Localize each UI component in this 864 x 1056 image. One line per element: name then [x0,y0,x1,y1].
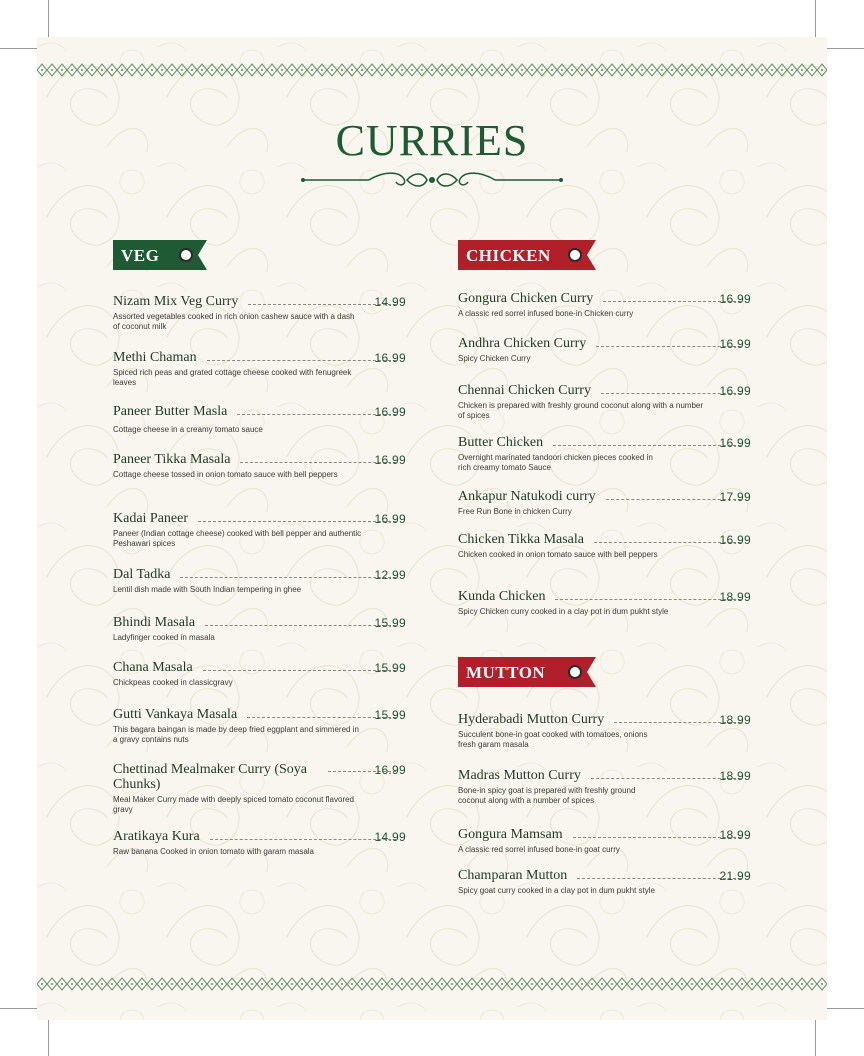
item-name: Chicken Tikka Masala [458,532,584,547]
item-name: Aratikaya Kura [113,829,200,844]
item-name: Gongura Mamsam [458,827,563,842]
item-name: Butter Chicken [458,435,544,450]
leader-dots [210,838,396,840]
item-price: 16.99 [719,384,751,398]
item-name: Paneer Tikka Masala [113,452,231,467]
item-description: Cottage cheese in a creamy tomato sauce [113,425,263,434]
item-price: 15.99 [374,616,406,630]
item-name: Nizam Mix Veg Curry [113,294,239,309]
item-price: 18.99 [719,590,751,604]
item-description: Spiced rich peas and grated cottage cheese cooked with fenugreek leaves [113,368,352,387]
item-description: Lentil dish made with South Indian tempering in ghee [113,585,302,594]
item-price: 18.99 [719,828,751,842]
page-title: CURRIES [335,116,529,165]
menu-item [113,452,406,480]
item-description: Spicy goat curry cooked in a clay pot in dum pukht style [458,886,655,895]
item-price: 17.99 [719,490,751,504]
item-name: Chana Masala [113,660,193,675]
item-description: Spicy Chicken curry cooked in a clay pot in dum pukht style [458,607,669,616]
item-name: Methi Chaman [113,350,197,365]
item-description: Overnight marinated tandoori chicken pieces cooked in rich creamy tomato Sauce [458,453,653,472]
leader-dots [573,836,741,838]
menu-item [113,404,406,435]
mutton-section-banner [458,657,596,687]
menu-item [113,762,406,815]
crop-mark [827,1008,864,1009]
leader-dots [207,359,396,361]
leader-dots [198,520,396,522]
leader-dots [205,624,396,626]
item-description: A classic red sorrel infused bone-in Chicken curry [458,309,634,318]
crop-mark [0,1008,37,1009]
menu-item [458,827,751,855]
menu-item [113,567,406,595]
menu-item [458,532,751,560]
item-price: 16.99 [719,337,751,351]
item-name: Gutti Vankaya Masala [113,707,238,722]
menu-item [458,383,751,421]
item-name: Champaran Mutton [458,868,568,883]
item-description: Raw banana Cooked in onion tomato with garam masala [113,847,315,856]
item-name: Andhra Chicken Curry [458,336,587,351]
flourish-divider-icon [299,169,565,191]
item-description: Free Run Bone in chicken Curry [458,507,572,516]
leader-dots [240,461,396,463]
item-name: Kunda Chicken [458,589,546,604]
menu-item [113,707,406,745]
item-name: Gongura Chicken Curry [458,291,594,306]
item-name: Paneer Butter Masla [113,404,228,419]
nonveg-symbol-icon [568,665,582,679]
mutton-section-label: MUTTON [466,663,546,682]
leader-dots [237,413,396,415]
item-description: Chicken is prepared with freshly ground coconut along with a number of spices [458,401,704,420]
leader-dots [555,598,741,600]
chicken-section-label: CHICKEN [466,246,551,265]
item-description: Bone-in spicy goat is prepared with freshly ground coconut along with a number of spices [458,786,636,805]
menu-item [458,336,751,364]
leader-dots [180,576,396,578]
item-price: 15.99 [374,661,406,675]
menu-page [37,37,827,1020]
item-name: Hyderabadi Mutton Curry [458,712,605,727]
item-name: Chettinad Mealmaker Curry (Soya Chunks) [113,762,308,792]
item-price: 16.99 [374,351,406,365]
menu-item [113,350,406,388]
leader-dots [577,877,741,879]
item-name: Madras Mutton Curry [458,768,581,783]
item-description: Spicy Chicken Curry [458,354,531,363]
veg-section-label: VEG [121,246,160,265]
item-name: Ankapur Natukodi curry [458,489,596,504]
menu-item [113,511,406,549]
menu-item [458,589,751,617]
item-price: 16.99 [374,405,406,419]
menu-item [458,291,751,319]
item-description: Cottage cheese tossed in onion tomato sauce with bell peppers [113,470,338,479]
menu-item [458,435,751,473]
item-description: Paneer (Indian cottage cheese) cooked with bell pepper and authentic Peshawari spices [113,529,362,548]
item-description: Ladyfinger cooked in masala [113,633,215,642]
item-description: This bagara baingan is made by deep fried eggplant and simmered in a gravy contains nuts [113,725,359,744]
crop-mark [815,1020,816,1056]
menu-item [458,489,751,517]
chicken-section-banner [458,240,596,270]
crop-mark [0,48,37,49]
item-name: Chennai Chicken Curry [458,383,591,398]
item-description: Succulent bone-in goat cooked with tomatoes, onions fresh garam masala [458,730,648,749]
bottom-lattice-border [37,977,827,991]
item-price: 16.99 [374,453,406,467]
crop-mark [815,0,816,37]
item-description: A classic red sorrel infused bone-in goat curry [458,845,620,854]
item-price: 12.99 [374,568,406,582]
item-price: 14.99 [374,295,406,309]
item-price: 18.99 [719,713,751,727]
item-price: 14.99 [374,830,406,844]
menu-item [113,294,406,332]
menu-item [458,712,751,750]
item-description: Chickpeas cooked in classicgravy [113,678,233,687]
menu-item [458,768,751,806]
veg-section-banner [113,240,207,270]
leader-dots [553,444,741,446]
item-price: 16.99 [719,436,751,450]
item-price: 21.99 [719,869,751,883]
menu-item [113,615,406,643]
menu-item [113,829,406,857]
crop-mark [827,48,864,49]
item-description: Meal Maker Curry made with deeply spiced tomato coconut flavored gravy [113,795,354,814]
item-name: Dal Tadka [113,567,171,582]
item-name: Kadai Paneer [113,511,189,526]
veg-symbol-icon [179,248,193,262]
menu-item [113,660,406,688]
crop-mark [48,0,49,37]
item-price: 16.99 [719,292,751,306]
item-price: 18.99 [719,769,751,783]
item-price: 16.99 [719,533,751,547]
leader-dots [591,777,741,779]
item-price: 16.99 [374,512,406,526]
nonveg-symbol-icon [568,248,582,262]
item-description: Chicken cooked in onion tomato sauce with bell peppers [458,550,658,559]
leader-dots [203,669,396,671]
item-name: Bhindi Masala [113,615,196,630]
item-price: 15.99 [374,708,406,722]
item-price: 16.99 [374,763,406,777]
menu-item [458,868,751,896]
item-description: Assorted vegetables cooked in rich onion cashew sauce with a dash of coconut milk [113,312,355,331]
crop-mark [48,1020,49,1056]
top-lattice-border [37,63,827,77]
